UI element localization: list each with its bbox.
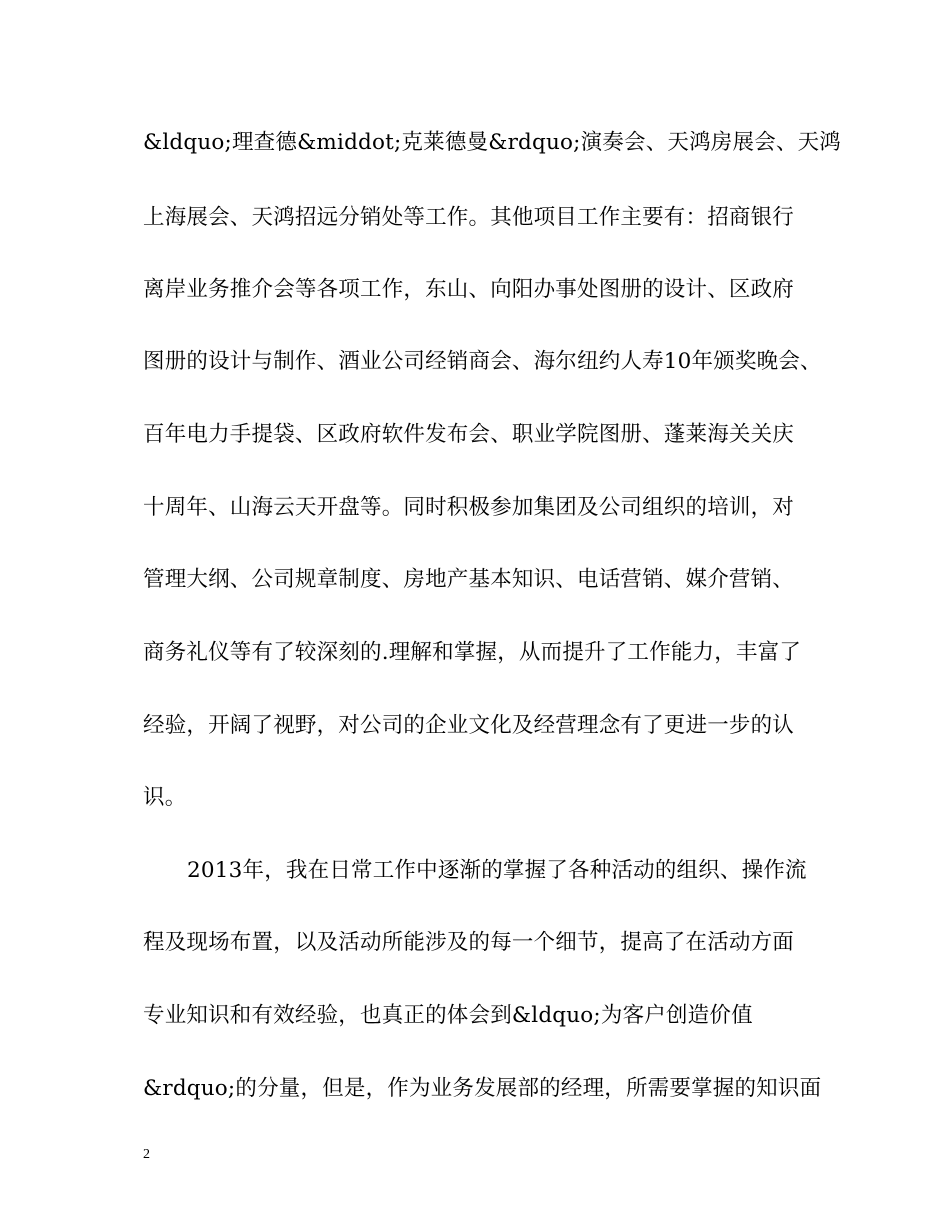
text-line-13: 专业知识和有效经验，也真正的体会到&ldquo;为客户创造价值 (143, 1003, 753, 1028)
text-line-3: 离岸业务推介会等各项工作，东山、向阳办事处图册的设计、区政府 (143, 277, 795, 302)
text-line-9: 经验，开阔了视野，对公司的企业文化及经营理念有了更进一步的认 (143, 713, 795, 738)
paragraph-2-first-line: 2013年，我在日常工作中逐渐的掌握了各种活动的组织、操作流 (187, 858, 807, 883)
page-number: 2 (143, 1147, 150, 1162)
text-line-5: 百年电力手提袋、区政府软件发布会、职业学院图册、蓬莱海关关庆 (143, 422, 795, 447)
text-line-12: 程及现场布置，以及活动所能涉及的每一个细节，提高了在活动方面 (143, 930, 795, 955)
text-line-7: 管理大纲、公司规章制度、房地产基本知识、电话营销、媒介营销、 (143, 567, 795, 592)
text-line-1: &ldquo;理查德&middot;克莱德曼&rdquo;演奏会、天鸿房展会、天鸿 (143, 130, 842, 155)
text-line-8: 商务礼仪等有了较深刻的.理解和掌握，从而提升了工作能力，丰富了 (143, 640, 802, 665)
text-line-10: 识。 (143, 785, 187, 810)
text-line-2: 上海展会、天鸿招远分销处等工作。其他项目工作主要有：招商银行 (143, 205, 795, 230)
text-line-14: &rdquo;的分量，但是，作为业务发展部的经理，所需要掌握的知识面 (143, 1076, 822, 1101)
text-line-6: 十周年、山海云天开盘等。同时积极参加集团及公司组织的培训，对 (143, 495, 795, 520)
text-line-4: 图册的设计与制作、酒业公司经销商会、海尔纽约人寿10年颁奖晚会、 (143, 349, 822, 374)
